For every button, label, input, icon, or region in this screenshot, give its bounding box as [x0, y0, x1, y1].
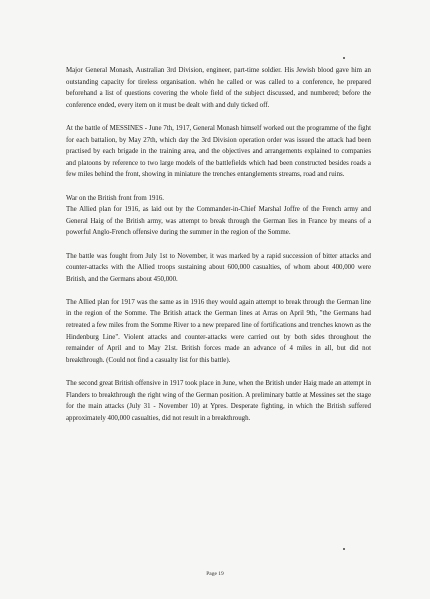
- paragraph-allied-plan-1916: The Allied plan for 1916, as laid out by the Commander-in-Chief Marshal Joffre of the French army and General Haig of the British army, was attempt to break through the German lies in France by means of a powerful Anglo-French offensive during the summer in the region of the Somme.: [66, 206, 371, 237]
- paragraph-second-offensive: The second great British offensive in 1917 took place in June, when the British under Haig made an attempt in Flanders to breakthrough the right wing of the German position. A preliminary battle at Messines set the stage for the main attacks (July 31 - November 10) at Ypres. Desperate fighting, in which the British suffered approximately 400,000 casualties, did not result in a breakthrough.: [66, 380, 371, 422]
- page-number: Page 19: [206, 571, 224, 577]
- page-body: [66, 65, 371, 436]
- ink-speck: [343, 548, 345, 550]
- paragraph-monash: Major General Monash, Australian 3rd Division, engineer, part-time soldier. His Jewish blood gave him an outstanding capacity for tireless organisation. whén he called or was called to a conference, he prepared beforehand a list of questions covering the whole field of the subject discussed, and numbered; before the conference ended, every item on it must be dealt with and duly ticked off.: [66, 67, 371, 109]
- paragraph-allied-plan-1917: The Allied plan for 1917 was the same as in 1916 they would again attempt to break through the German line in the region of the Somme. The British attack the German lines at Arras on April 9th, "the Germans had retreated a few miles from the Somme River to a new prepared line of fortifications and trenches known as the Hindenburg Line". Violent attacks and counter-attacks were carried out by both sides throughout the remainder of April and to May 21st. British forces made an advance of 4 miles in all, but did not breakthrough. (Could not find a casualty list for this battle).: [66, 298, 371, 364]
- section-heading-british-front: War on the British front from 1916.: [66, 194, 165, 202]
- paragraph-somme-battle: The battle was fought from July 1st to November, it was marked by a rapid succession of bitter attacks and counter-attacks with the Allied troops sustaining about 600,000 casualties, of whom about 400,000 were British, and the Germans about 450,000.: [66, 252, 371, 283]
- paragraph-messines: At the battle of MESSINES - June 7th, 1917, General Monash himself worked out the programme of the fight for each battalion, by May 27th, which day the 3rd Division operation order was issued the attack had been practised by each brigade in the training area, and the objectives and arrangements explained to companies and platoons by reference to two large models of the battlefields which had been constructed besides roads a few miles behind the front, showing in miniature the trenches entanglements streams, road and ruins.: [66, 124, 371, 179]
- ink-speck: [343, 57, 345, 59]
